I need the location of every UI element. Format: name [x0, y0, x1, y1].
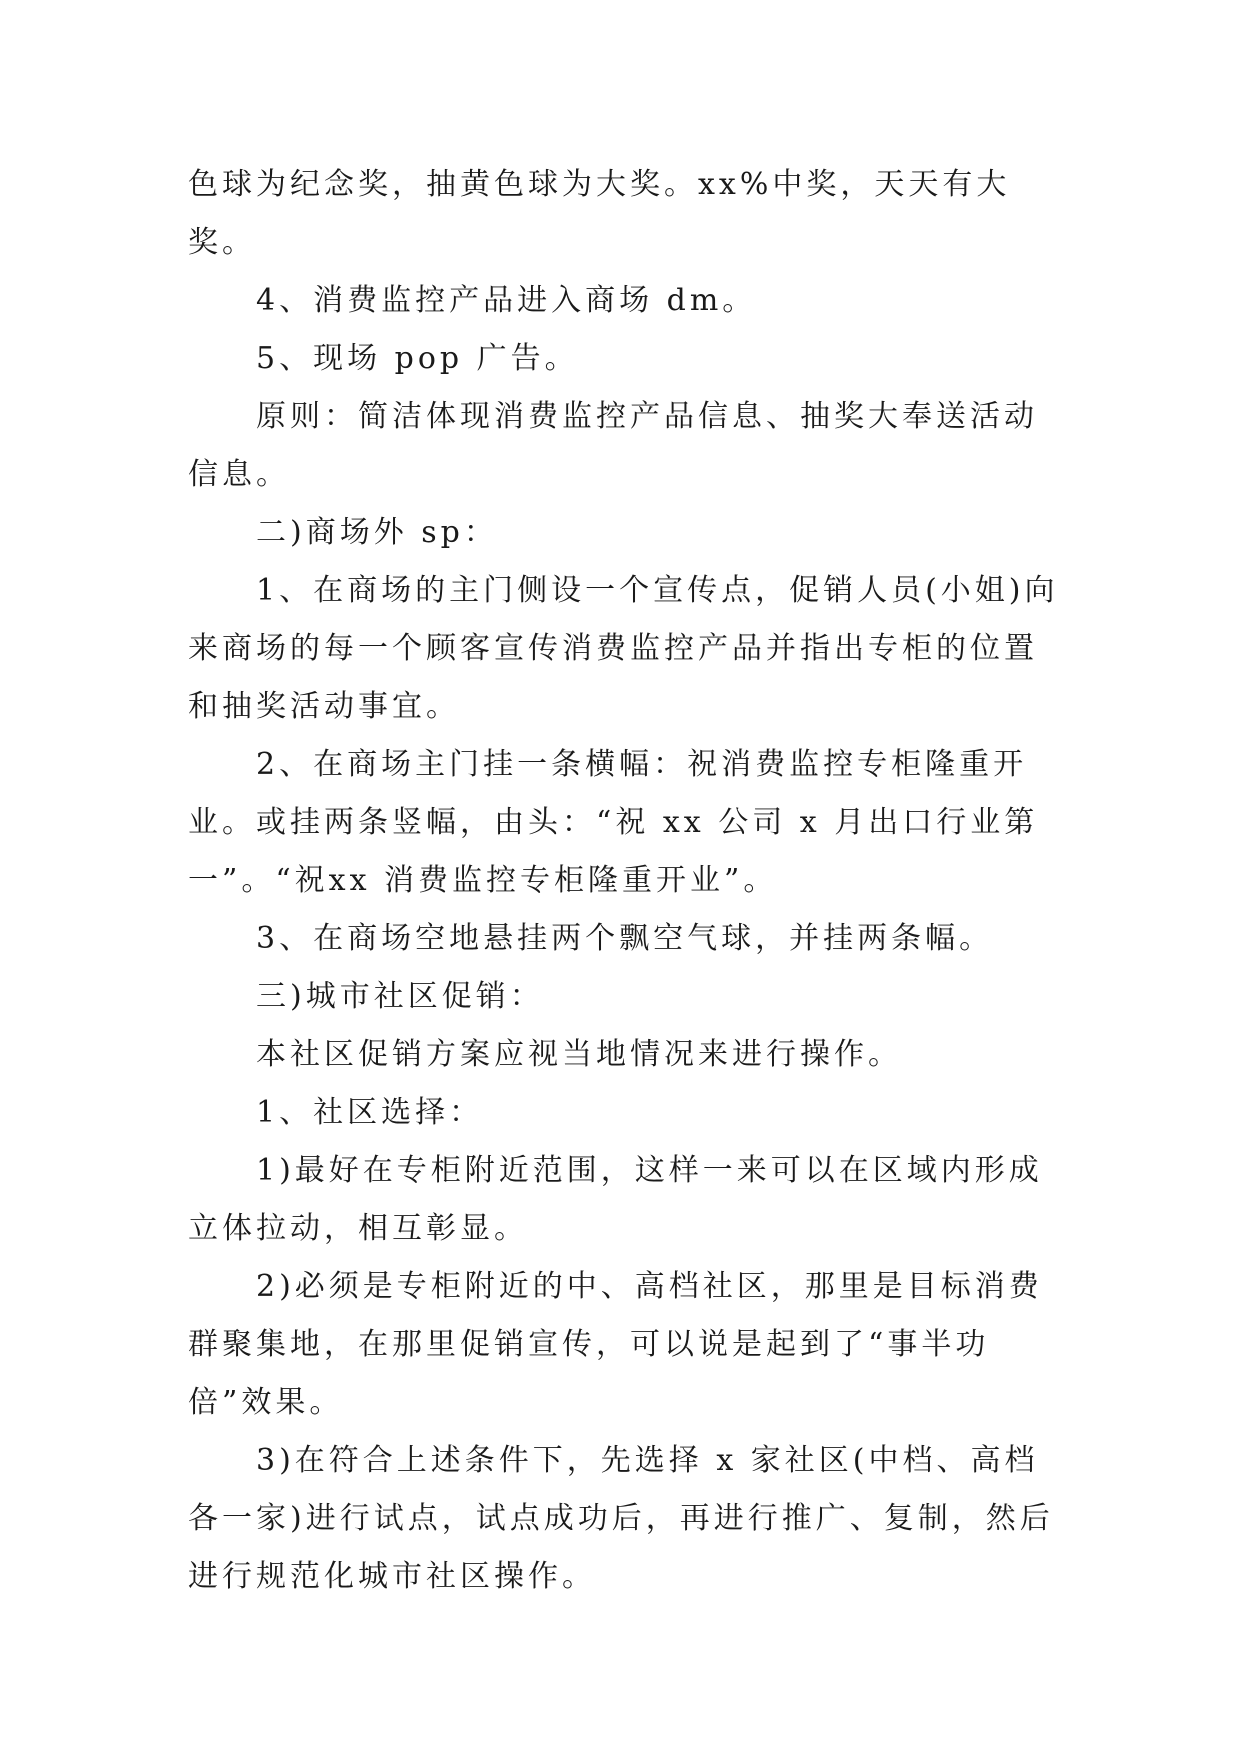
paragraph-14: 3)在符合上述条件下，先选择 x 家社区(中档、高档各一家)进行试点，试点成功后，再进行推广、复制，然后进行规范化城市社区操作。 — [188, 1443, 1054, 1594]
paragraph-10: 本社区促销方案应视当地情况来进行操作。 — [256, 1037, 902, 1072]
paragraph-6: 1、在商场的主门侧设一个宣传点，促销人员(小姐)向来商场的每一个顾客宣传消费监控产品并指出专柜的位置和抽奖活动事宜。 — [188, 573, 1059, 724]
paragraph-8: 3、在商场空地悬挂两个飘空气球，并挂两条幅。 — [256, 921, 994, 956]
paragraph-1: 色球为纪念奖，抽黄色球为大奖。xx%中奖，天天有大奖。 — [188, 167, 1011, 260]
paragraph-4: 原则：简洁体现消费监控产品信息、抽奖大奉送活动信息。 — [188, 399, 1038, 492]
document-body — [188, 156, 1068, 1606]
paragraph-12: 1)最好在专柜附近范围，这样一来可以在区域内形成立体拉动，相互彰显。 — [188, 1153, 1043, 1246]
paragraph-7: 2、在商场主门挂一条横幅：祝消费监控专柜隆重开业。或挂两条竖幅，由头：“祝 xx 公司 x 月出口行业第一”。“祝xx 消费监控专柜隆重开业”。 — [188, 747, 1039, 898]
paragraph-9: 三)城市社区促销： — [256, 979, 544, 1014]
paragraph-2: 4、消费监控产品进入商场 dm。 — [256, 283, 757, 318]
paragraph-3: 5、现场 pop 广告。 — [256, 341, 579, 376]
paragraph-5: 二)商场外 sp： — [256, 515, 498, 550]
paragraph-13: 2)必须是专柜附近的中、高档社区，那里是目标消费群聚集地，在那里促销宣传，可以说是起到了“事半功倍”效果。 — [188, 1269, 1043, 1420]
paragraph-11: 1、社区选择： — [256, 1095, 484, 1130]
